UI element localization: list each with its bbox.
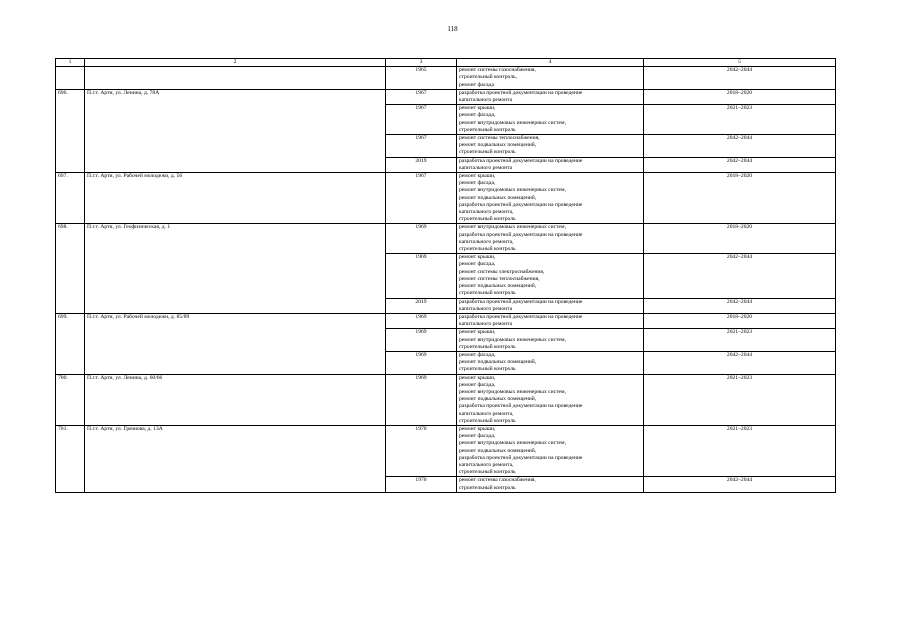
year-cell: 1969 xyxy=(386,351,457,374)
works-cell: ремонт крыши, ремонт фасада, ремонт внутридомовых инженерных систем, строительный контроль xyxy=(457,105,644,135)
table-row xyxy=(56,425,836,476)
repair-schedule-table xyxy=(55,58,836,493)
year-cell: 1967 xyxy=(386,135,457,158)
period-cell: 2018–2020 xyxy=(644,173,836,224)
period-cell: 2021–2023 xyxy=(644,425,836,476)
row-number-cell: 697. xyxy=(56,173,85,224)
column-header-works: 4 xyxy=(457,59,644,67)
address-cell: П.г.т. Арти, ул. Ленина, д. 78А xyxy=(85,89,386,172)
row-number-cell xyxy=(56,67,85,90)
period-cell: 2042–2044 xyxy=(644,351,836,374)
period-cell: 2021–2023 xyxy=(644,329,836,352)
works-cell: ремонт крыши, ремонт фасада, ремонт системы электроснабжения, ремонт системы теплоснабжения, ремонт подвальных помещений, строительный контроль xyxy=(457,254,644,298)
table-row xyxy=(56,313,836,328)
works-cell: ремонт фасада, ремонт подвальных помещений, строительный контроль xyxy=(457,351,644,374)
table-row xyxy=(56,173,836,224)
year-cell: 1967 xyxy=(386,173,457,224)
works-cell: ремонт крыши, ремонт фасада, ремонт внутридомовых инженерных систем, ремонт подвальных помещений, разработка проектной документации на проведение капитального ремонта, строительный контроль xyxy=(457,374,644,425)
table-row xyxy=(56,89,836,104)
period-cell: 2042–2044 xyxy=(644,477,836,492)
column-header-address: 2 xyxy=(85,59,386,67)
year-cell: 1969 xyxy=(386,313,457,328)
year-cell: 1970 xyxy=(386,477,457,492)
period-cell: 2042–2044 xyxy=(644,135,836,158)
works-cell: разработка проектной документации на проведение капитального ремонта xyxy=(457,298,644,313)
year-cell: 1969 xyxy=(386,254,457,298)
works-cell: ремонт крыши, ремонт внутридомовых инженерных систем, строительный контроль xyxy=(457,329,644,352)
year-cell: 1967 xyxy=(386,105,457,135)
works-cell: разработка проектной документации на проведение капитального ремонта xyxy=(457,89,644,104)
works-cell: ремонт крыши, ремонт фасада, ремонт внутридомовых инженерных систем, ремонт подвальных помещений, разработка проектной документации на проведение капитального ремонта, строительный контроль xyxy=(457,173,644,224)
period-cell: 2042–2044 xyxy=(644,67,836,90)
works-cell: разработка проектной документации на проведение капитального ремонта xyxy=(457,313,644,328)
period-cell: 2018–2020 xyxy=(644,224,836,254)
year-cell: 1969 xyxy=(386,329,457,352)
period-cell: 2021–2023 xyxy=(644,374,836,425)
period-cell: 2018–2020 xyxy=(644,313,836,328)
works-cell: ремонт внутридомовых инженерных систем, разработка проектной документации на проведение капитального ремонта, строительный контроль xyxy=(457,224,644,254)
works-cell: ремонт крыши, ремонт фасада, ремонт внутридомовых инженерных систем, ремонт подвальных помещений, разработка проектной документации на проведение капитального ремонта, строительный контроль xyxy=(457,425,644,476)
table-row xyxy=(56,67,836,90)
table-row xyxy=(56,374,836,425)
year-cell: 1969 xyxy=(386,224,457,254)
works-cell: ремонт системы газоснабжения, строительный контроль xyxy=(457,477,644,492)
year-cell: 1965 xyxy=(386,67,457,90)
column-header-period: 5 xyxy=(644,59,836,67)
works-cell: разработка проектной документации на проведение капитального ремонта xyxy=(457,157,644,172)
period-cell: 2042–2044 xyxy=(644,157,836,172)
works-cell: ремонт системы газоснабжения, строительный контроль, ремонт фасада xyxy=(457,67,644,90)
address-cell: П.г.т. Арти, ул. Геофизическая, д. 1 xyxy=(85,224,386,313)
address-cell: П.г.т. Арти, ул. Ленина, д. 60/66 xyxy=(85,374,386,425)
row-number-cell: 699. xyxy=(56,313,85,374)
year-cell: 2019 xyxy=(386,298,457,313)
period-cell: 2018–2020 xyxy=(644,89,836,104)
table-body xyxy=(56,67,836,493)
page-number: 118 xyxy=(447,25,458,33)
period-cell: 2042–2044 xyxy=(644,298,836,313)
period-cell: 2042–2044 xyxy=(644,254,836,298)
year-cell: 1969 xyxy=(386,374,457,425)
column-header-year: 3 xyxy=(386,59,457,67)
row-number-cell: 700. xyxy=(56,374,85,425)
column-header-number: 1 xyxy=(56,59,85,67)
row-number-cell: 696. xyxy=(56,89,85,172)
row-number-cell: 701. xyxy=(56,425,85,492)
address-cell: П.г.т. Арти, ул. Грязнова, д. 13А xyxy=(85,425,386,492)
period-cell: 2021–2023 xyxy=(644,105,836,135)
works-cell: ремонт системы теплоснабжения, ремонт подвальных помещений, строительный контроль xyxy=(457,135,644,158)
table-row xyxy=(56,224,836,254)
year-cell: 1970 xyxy=(386,425,457,476)
address-cell: П.г.т. Арти, ул. Рабочей молодежи, д. 85/89 xyxy=(85,313,386,374)
address-cell xyxy=(85,67,386,90)
year-cell: 1967 xyxy=(386,89,457,104)
address-cell: П.г.т. Арти, ул. Рабочей молодежи, д. 56 xyxy=(85,173,386,224)
column-number-row xyxy=(56,59,836,67)
year-cell: 2019 xyxy=(386,157,457,172)
row-number-cell: 698. xyxy=(56,224,85,313)
